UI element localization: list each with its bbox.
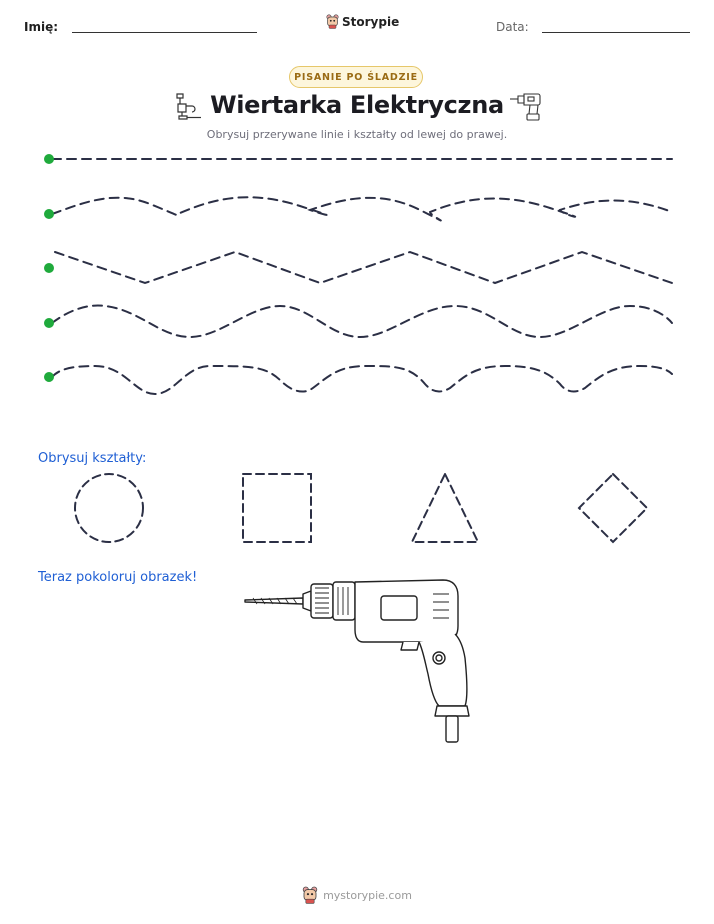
footer [0, 886, 714, 904]
footer-url[interactable]: mystorypie.com [323, 888, 412, 902]
date-label: Data: [496, 20, 529, 34]
start-dot [44, 154, 54, 164]
start-dot [44, 209, 54, 219]
trace-circle[interactable] [75, 474, 143, 542]
trace-line-wave-1[interactable] [52, 197, 672, 220]
name-line[interactable] [72, 32, 257, 33]
brand-logo [326, 14, 399, 29]
shapes-label: Obrysuj kształty: [38, 451, 147, 466]
start-dot [44, 372, 54, 382]
tracing-lines [0, 140, 714, 400]
name-label: Imię: [24, 20, 59, 34]
mascot-icon [302, 886, 318, 904]
date-line[interactable] [542, 32, 690, 33]
start-dot [44, 318, 54, 328]
mascot-icon [326, 14, 339, 29]
page-title: Wiertarka Elektryczna [210, 91, 504, 119]
trace-diamond[interactable] [579, 474, 647, 542]
drill-coloring-picture[interactable] [243, 578, 483, 748]
trace-line-wave-3[interactable] [52, 366, 672, 394]
trace-line-wave-2[interactable] [52, 306, 672, 337]
start-dot [44, 263, 54, 273]
trace-triangle[interactable] [412, 474, 478, 542]
brand-name: Storypie [342, 14, 400, 29]
trace-line-zigzag[interactable] [55, 252, 672, 283]
power-drill-icon [508, 90, 542, 122]
trace-shapes [0, 470, 714, 550]
trace-square[interactable] [243, 474, 311, 542]
coloring-label: Teraz pokoloruj obrazek! [38, 570, 198, 585]
instructions: Obrysuj przerywane linie i kształty od lewej do prawej. [206, 128, 508, 141]
activity-badge: PISANIE PO ŚLADZIE [289, 66, 423, 88]
